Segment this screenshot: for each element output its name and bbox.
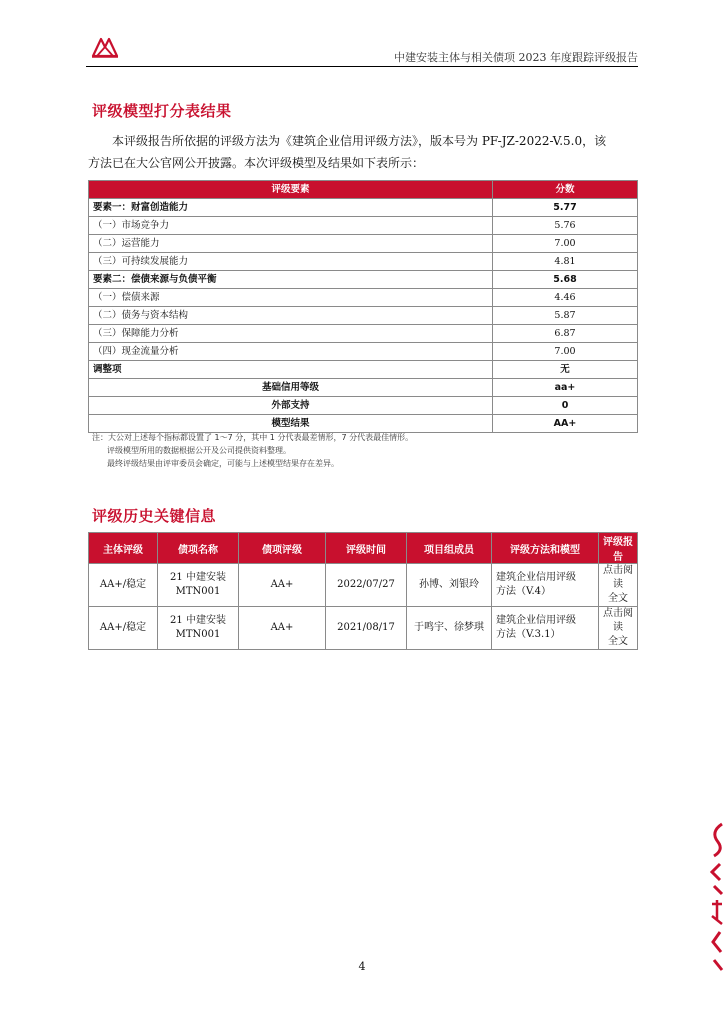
entity-rating: AA+/稳定 xyxy=(89,564,158,607)
rating-method xyxy=(492,607,599,650)
bond-rating: AA+ xyxy=(239,564,326,607)
table-header-row xyxy=(89,533,638,564)
method-line-2: 方法（V.3.1） xyxy=(496,629,561,640)
table-row xyxy=(89,307,638,325)
row-score: 5.68 xyxy=(493,271,638,289)
row-label: （四）现金流量分析 xyxy=(89,343,493,361)
row-label: 要素一：财富创造能力 xyxy=(89,199,493,217)
row-score: 7.00 xyxy=(493,343,638,361)
report-link-line-2: 全文 xyxy=(608,593,628,604)
column-header-factor: 评级要素 xyxy=(89,181,493,199)
table-row xyxy=(89,325,638,343)
entity-rating: AA+/稳定 xyxy=(89,607,158,650)
table-row xyxy=(89,397,638,415)
intro-line-2: 方法已在大公官网公开披露。本次评级模型及结果如下表所示： xyxy=(88,156,425,170)
bond-name-line-1: 21 中建安装 xyxy=(170,615,226,626)
dagong-logo-icon xyxy=(90,36,120,58)
row-score: 4.81 xyxy=(493,253,638,271)
table-row xyxy=(89,217,638,235)
method-line-1: 建筑企业信用评级 xyxy=(496,572,576,583)
row-score: 5.77 xyxy=(493,199,638,217)
row-label: 基础信用等级 xyxy=(89,379,493,397)
read-report-link[interactable] xyxy=(599,607,638,650)
row-label: （二）运营能力 xyxy=(89,235,493,253)
column-header: 评级方法和模型 xyxy=(492,533,599,564)
section-title-model-scores: 评级模型打分表结果 xyxy=(92,102,232,120)
report-link-line-1: 点击阅读 xyxy=(603,608,633,633)
row-score: 7.00 xyxy=(493,235,638,253)
rating-method xyxy=(492,564,599,607)
row-label: 模型结果 xyxy=(89,415,493,433)
table-row xyxy=(89,415,638,433)
table-row xyxy=(89,271,638,289)
row-label: 要素二：偿债来源与负债平衡 xyxy=(89,271,493,289)
section-title-rating-history: 评级历史关键信息 xyxy=(92,507,217,525)
bond-name xyxy=(158,564,239,607)
note-line: 评级模型所用的数据根据公开及公司提供资料整理。 xyxy=(107,446,291,455)
seal-stamp-icon xyxy=(708,820,724,980)
intro-paragraph xyxy=(88,130,638,174)
row-label: 外部支持 xyxy=(89,397,493,415)
report-link-line-2: 全文 xyxy=(608,636,628,647)
row-score: 4.46 xyxy=(493,289,638,307)
row-label: 调整项 xyxy=(89,361,493,379)
row-label: （三）保障能力分析 xyxy=(89,325,493,343)
row-score: 6.87 xyxy=(493,325,638,343)
method-line-1: 建筑企业信用评级 xyxy=(496,615,576,626)
bond-name-line-2: MTN001 xyxy=(175,629,221,640)
header-divider xyxy=(86,66,638,67)
row-label: （一）偿债来源 xyxy=(89,289,493,307)
read-report-link[interactable] xyxy=(599,564,638,607)
page-number: 4 xyxy=(358,960,366,973)
row-label: （二）债务与资本结构 xyxy=(89,307,493,325)
bond-name-line-1: 21 中建安装 xyxy=(170,572,226,583)
column-header-score: 分数 xyxy=(493,181,638,199)
team-members: 孙博、刘银玲 xyxy=(407,564,492,607)
note-line: 最终评级结果由评审委员会确定，可能与上述模型结果存在差异。 xyxy=(107,459,339,468)
column-header: 评级报告 xyxy=(599,533,638,564)
bond-name xyxy=(158,607,239,650)
row-score: aa+ xyxy=(493,379,638,397)
table-row xyxy=(89,607,638,650)
row-score: 5.76 xyxy=(493,217,638,235)
table-notes xyxy=(92,431,413,470)
table-row xyxy=(89,253,638,271)
table-row xyxy=(89,235,638,253)
row-label: （一）市场竞争力 xyxy=(89,217,493,235)
column-header: 债项名称 xyxy=(158,533,239,564)
rating-date: 2021/08/17 xyxy=(326,607,407,650)
rating-history-table xyxy=(88,532,638,650)
team-members: 于鸣宇、徐梦琪 xyxy=(407,607,492,650)
table-row xyxy=(89,564,638,607)
table-row xyxy=(89,289,638,307)
column-header: 债项评级 xyxy=(239,533,326,564)
row-score: AA+ xyxy=(493,415,638,433)
note-line: 注：大公对上述每个指标都设置了 1～7 分，其中 1 分代表最差情形，7 分代表最佳情形。 xyxy=(92,433,414,442)
row-score: 0 xyxy=(493,397,638,415)
row-label: （三）可持续发展能力 xyxy=(89,253,493,271)
rating-date: 2022/07/27 xyxy=(326,564,407,607)
report-link-line-1: 点击阅读 xyxy=(603,565,633,590)
table-row xyxy=(89,379,638,397)
row-score: 无 xyxy=(493,361,638,379)
column-header: 项目组成员 xyxy=(407,533,492,564)
column-header: 主体评级 xyxy=(89,533,158,564)
table-row xyxy=(89,343,638,361)
bond-name-line-2: MTN001 xyxy=(175,586,221,597)
method-line-2: 方法（V.4） xyxy=(496,586,552,597)
table-header-row xyxy=(89,181,638,199)
row-score: 5.87 xyxy=(493,307,638,325)
intro-line-1: 本评级报告所依据的评级方法为《建筑企业信用评级方法》，版本号为 PF-JZ-2022-V.5.0，该 xyxy=(112,134,607,148)
bond-rating: AA+ xyxy=(239,607,326,650)
table-row xyxy=(89,199,638,217)
column-header: 评级时间 xyxy=(326,533,407,564)
table-row xyxy=(89,361,638,379)
header-title: 中建安装主体与相关债项 2023 年度跟踪评级报告 xyxy=(394,51,638,64)
model-score-table xyxy=(88,180,638,433)
